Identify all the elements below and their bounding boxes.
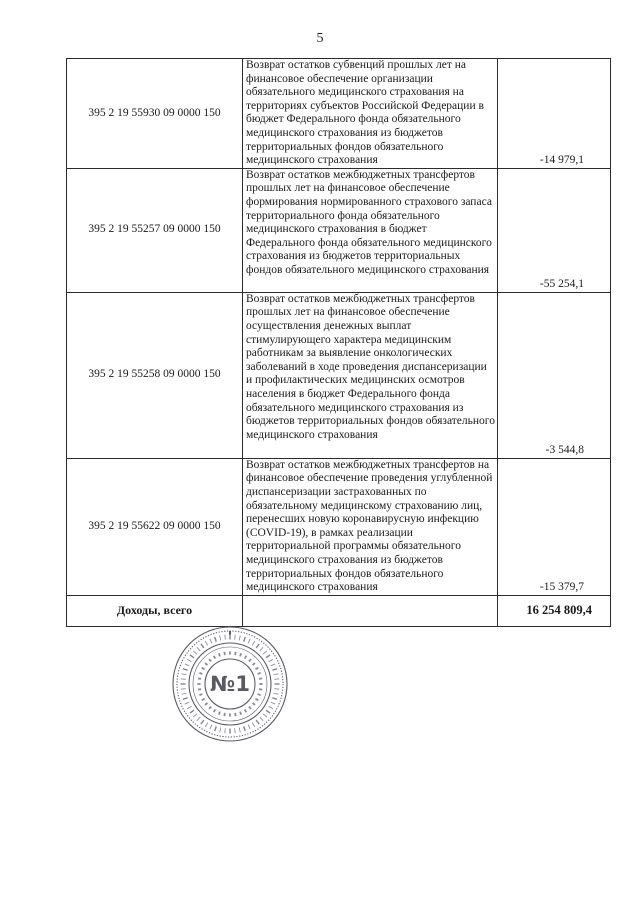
revenue-name-cell: Возврат остатков субвенций прошлых лет на финансовое обеспечение организации обязательного медицинского страхования на территориях субъектов Российской Федерации в бюджет Федерального фонда обязательного медицинского страхования из бюджетов территориальных фондов обязательного медицинского страхования	[243, 59, 498, 169]
table-row	[67, 458, 611, 595]
total-row	[67, 595, 611, 626]
table-row	[67, 292, 611, 458]
seal-number: №1	[210, 672, 250, 696]
revenue-table	[66, 58, 611, 627]
budget-code-cell: 395 2 19 55258 09 0000 150	[67, 292, 243, 458]
amount-cell: -14 979,1	[498, 59, 611, 169]
seal-ring-lettering	[229, 631, 231, 635]
amount-cell: -3 544,8	[498, 292, 611, 458]
page-number: 5	[316, 31, 324, 46]
revenue-name-cell: Возврат остатков межбюджетных трансфертов прошлых лет на финансовое обеспечение формирования нормированного страхового запаса территориального фонда обязательного медицинского страхования в бюджет Федерального фонда обязательного медицинского страхования из бюджетов территориальных фондов обязательного медицинского страхования	[243, 168, 498, 292]
budget-code-cell: 395 2 19 55257 09 0000 150	[67, 168, 243, 292]
amount-cell: -55 254,1	[498, 168, 611, 292]
budget-code-cell: 395 2 19 55622 09 0000 150	[67, 458, 243, 595]
revenue-name-cell: Возврат остатков межбюджетных трансфертов прошлых лет на финансовое обеспечение осуществления денежных выплат стимулирующего характера медицинским работникам за выявление онкологических заболеваний в ходе проведения диспансеризации и профилактических медицинских осмотров населения в бюджет Федерального фонда обязательного медицинского страхования из бюджетов территориальных фондов обязательного медицинского страхования	[243, 292, 498, 458]
official-seal	[170, 624, 290, 744]
table-row	[67, 168, 611, 292]
budget-code-cell: 395 2 19 55930 09 0000 150	[67, 59, 243, 169]
revenue-name-cell: Возврат остатков межбюджетных трансфертов на финансовое обеспечение проведения углубленной диспансеризации застрахованных по обязательному медицинскому страхованию лиц, перенесших новую коронавирусную инфекцию (COVID-19), в рамках реализации территориальной программы обязательного медицинского страхования из бюджетов территориальных фондов обязательного медицинского страхования	[243, 458, 498, 595]
amount-cell: -15 379,7	[498, 458, 611, 595]
total-label: Доходы, всего	[67, 595, 243, 626]
table-row	[67, 59, 611, 169]
total-empty-cell	[243, 595, 498, 626]
total-amount: 16 254 809,4	[498, 595, 611, 626]
